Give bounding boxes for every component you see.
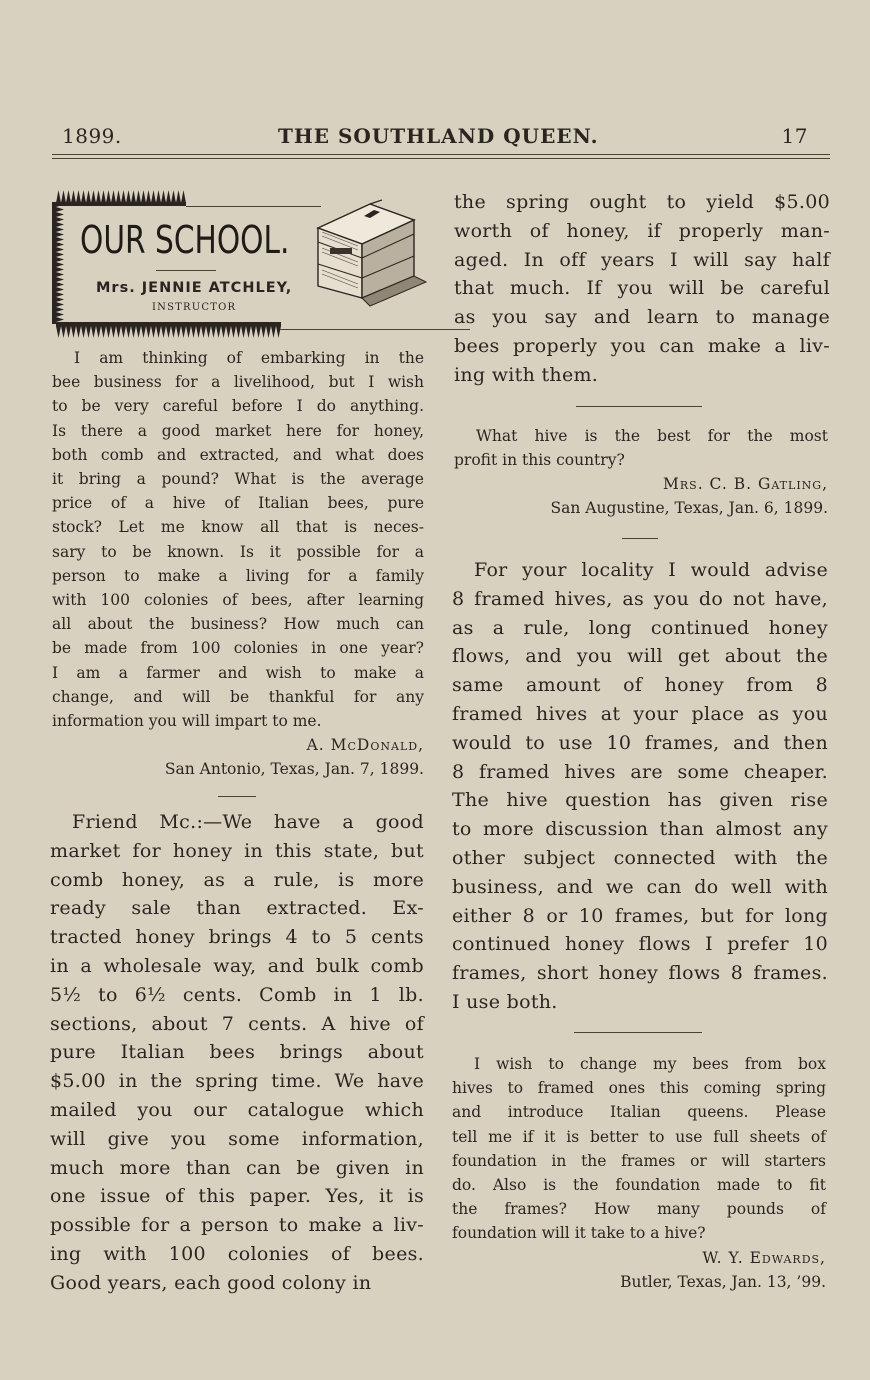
text-line: flows, and you will get about the: [452, 645, 828, 668]
text-line: 8 framed hives are some cheaper.: [452, 760, 828, 783]
letter-signature: A. McDonald,: [306, 736, 424, 755]
letter-mcdonald: [52, 346, 424, 781]
text-line: would to use 10 frames, and then: [452, 731, 828, 754]
letter-signature: W. Y. Edwards,: [702, 1248, 826, 1267]
text-line: business, and we can do well with: [452, 875, 828, 898]
text-line: sections, about 7 cents. A hive of: [50, 1012, 424, 1035]
text-line: framed hives at your place as you: [452, 702, 828, 725]
letter-edwards: [452, 1052, 826, 1294]
text-line: For your locality I would advise: [474, 559, 828, 581]
separator-rule: [622, 538, 658, 539]
text-line: it bring a pound? What is the average: [52, 470, 424, 489]
text-line: other subject connected with the: [452, 846, 828, 869]
text-line: with 100 colonies of bees, after learning: [52, 591, 424, 610]
text-line: much more than can be given in: [50, 1156, 424, 1179]
text-line: hives to framed ones this coming spring: [452, 1079, 826, 1098]
text-line: and introduce Italian queens. Please: [452, 1103, 826, 1122]
text-line: tracted honey brings 4 to 5 cents: [50, 926, 424, 949]
text-line: bees properly you can make a liv-: [454, 334, 830, 357]
text-line: in a wholesale way, and bulk comb: [50, 954, 424, 977]
running-header: [52, 124, 812, 154]
text-line: information you will impart to me.: [52, 712, 322, 731]
letter-signature: Mrs. C. B. Gatling,: [663, 475, 828, 494]
section-title: OUR SCHOOL.: [80, 218, 290, 262]
text-line: person to make a living for a family: [52, 566, 424, 585]
banner-line-top: [186, 206, 321, 207]
separator-rule: [574, 1032, 702, 1033]
text-line: I am a farmer and wish to make a: [52, 663, 424, 682]
text-line: $5.00 in the spring time. We have: [50, 1070, 424, 1093]
text-line: bee business for a livelihood, but I wish: [52, 373, 424, 392]
text-line: do. Also is the foundation made to fit: [452, 1176, 826, 1195]
text-line: either 8 or 10 frames, but for long: [452, 904, 828, 927]
text-line: 8 framed hives, as you do not have,: [452, 587, 828, 610]
letter-body: [52, 346, 424, 733]
separator-rule: [218, 796, 256, 797]
text-line: ready sale than extracted. Ex-: [50, 897, 424, 920]
text-line: pure Italian bees brings about: [50, 1041, 424, 1064]
page-number: 17: [781, 124, 808, 148]
text-line: ing with 100 colonies of bees.: [50, 1242, 424, 1265]
ornament-border-top: [56, 190, 186, 206]
text-line: will give you some information,: [50, 1127, 424, 1150]
text-line: I am thinking of embarking in the: [74, 349, 424, 367]
text-line: the frames? How many pounds of: [452, 1200, 826, 1219]
letter-body: [452, 1052, 826, 1246]
reply-continued: [454, 188, 830, 390]
text-line: ing with them.: [454, 363, 599, 386]
text-line: Friend Mc.:—We have a good: [72, 811, 424, 833]
header-rule-double: [52, 158, 830, 159]
reply-body: [50, 808, 424, 1298]
text-line: frames, short honey flows 8 frames.: [452, 962, 828, 985]
text-line: aged. In off years I will say half: [454, 248, 830, 271]
beehive-illustration: [310, 198, 430, 310]
text-line: profit in this country?: [454, 451, 625, 470]
title-rule: [156, 270, 216, 271]
text-line: foundation in the frames or will starters: [452, 1151, 826, 1170]
letter-place-date: San Antonio, Texas, Jan. 7, 1899.: [164, 760, 424, 779]
letter-body: [454, 424, 828, 472]
text-line: The hive question has given rise: [452, 789, 828, 812]
separator-rule: [576, 406, 702, 407]
text-line: 5½ to 6½ cents. Comb in 1 lb.: [50, 983, 424, 1006]
ornament-border-bottom: [56, 322, 281, 338]
reply-to-gatling: [452, 556, 828, 1017]
text-line: Good years, each good colony in: [50, 1271, 372, 1294]
text-line: mailed you our catalogue which: [50, 1098, 424, 1121]
text-line: to more discussion than almost any: [452, 818, 828, 841]
ornament-border-left: [52, 202, 64, 324]
our-school-banner: [52, 190, 432, 340]
header-rule: [52, 154, 830, 155]
header-year: 1899.: [62, 124, 122, 148]
text-line: price of a hive of Italian bees, pure: [52, 494, 424, 513]
text-line: change, and will be thankful for any: [52, 687, 424, 706]
text-line: What hive is the best for the most: [476, 427, 828, 445]
text-line: worth of honey, if properly man-: [454, 219, 830, 242]
banner-line-bottom: [280, 329, 470, 330]
text-line: same amount of honey from 8: [452, 674, 828, 697]
text-line: foundation will it take to a hive?: [452, 1224, 706, 1243]
text-line: market for honey in this state, but: [50, 839, 424, 862]
text-line: as a rule, long continued honey: [452, 616, 828, 639]
text-line: sary to be known. Is it possible for a: [52, 542, 424, 561]
instructor-role: INSTRUCTOR: [152, 302, 237, 313]
text-line: stock? Let me know all that is neces-: [52, 518, 424, 537]
text-line: the spring ought to yield $5.00: [454, 191, 830, 213]
reply-to-mcdonald: [50, 808, 424, 1298]
text-line: I use both.: [452, 990, 558, 1013]
text-line: be made from 100 colonies in one year?: [52, 639, 424, 658]
reply-body: [452, 556, 828, 1017]
text-line: as you say and learn to manage: [454, 306, 830, 329]
text-line: I wish to change my bees from box: [474, 1055, 826, 1073]
text-line: to be very careful before I do anything.: [52, 397, 424, 416]
text-line: that much. If you will be careful: [454, 277, 830, 300]
text-line: one issue of this paper. Yes, it is: [50, 1185, 424, 1208]
letter-place-date: San Augustine, Texas, Jan. 6, 1899.: [550, 499, 828, 518]
journal-title: THE SOUTHLAND QUEEN.: [278, 124, 599, 148]
instructor-name: Mrs. JENNIE ATCHLEY,: [96, 280, 293, 296]
text-line: tell me if it is better to use full sheets of: [452, 1127, 826, 1146]
text-line: all about the business? How much can: [52, 615, 424, 634]
text-line: possible for a person to make a liv-: [50, 1214, 424, 1237]
text-line: Is there a good market here for honey,: [52, 421, 424, 440]
letter-place-date: Butler, Texas, Jan. 13, ’99.: [620, 1272, 826, 1291]
letter-gatling: [454, 424, 828, 520]
reply-continued-body: [454, 188, 830, 390]
text-line: comb honey, as a rule, is more: [50, 868, 424, 891]
text-line: both comb and extracted, and what does: [52, 445, 424, 464]
text-line: continued honey flows I prefer 10: [452, 933, 828, 956]
